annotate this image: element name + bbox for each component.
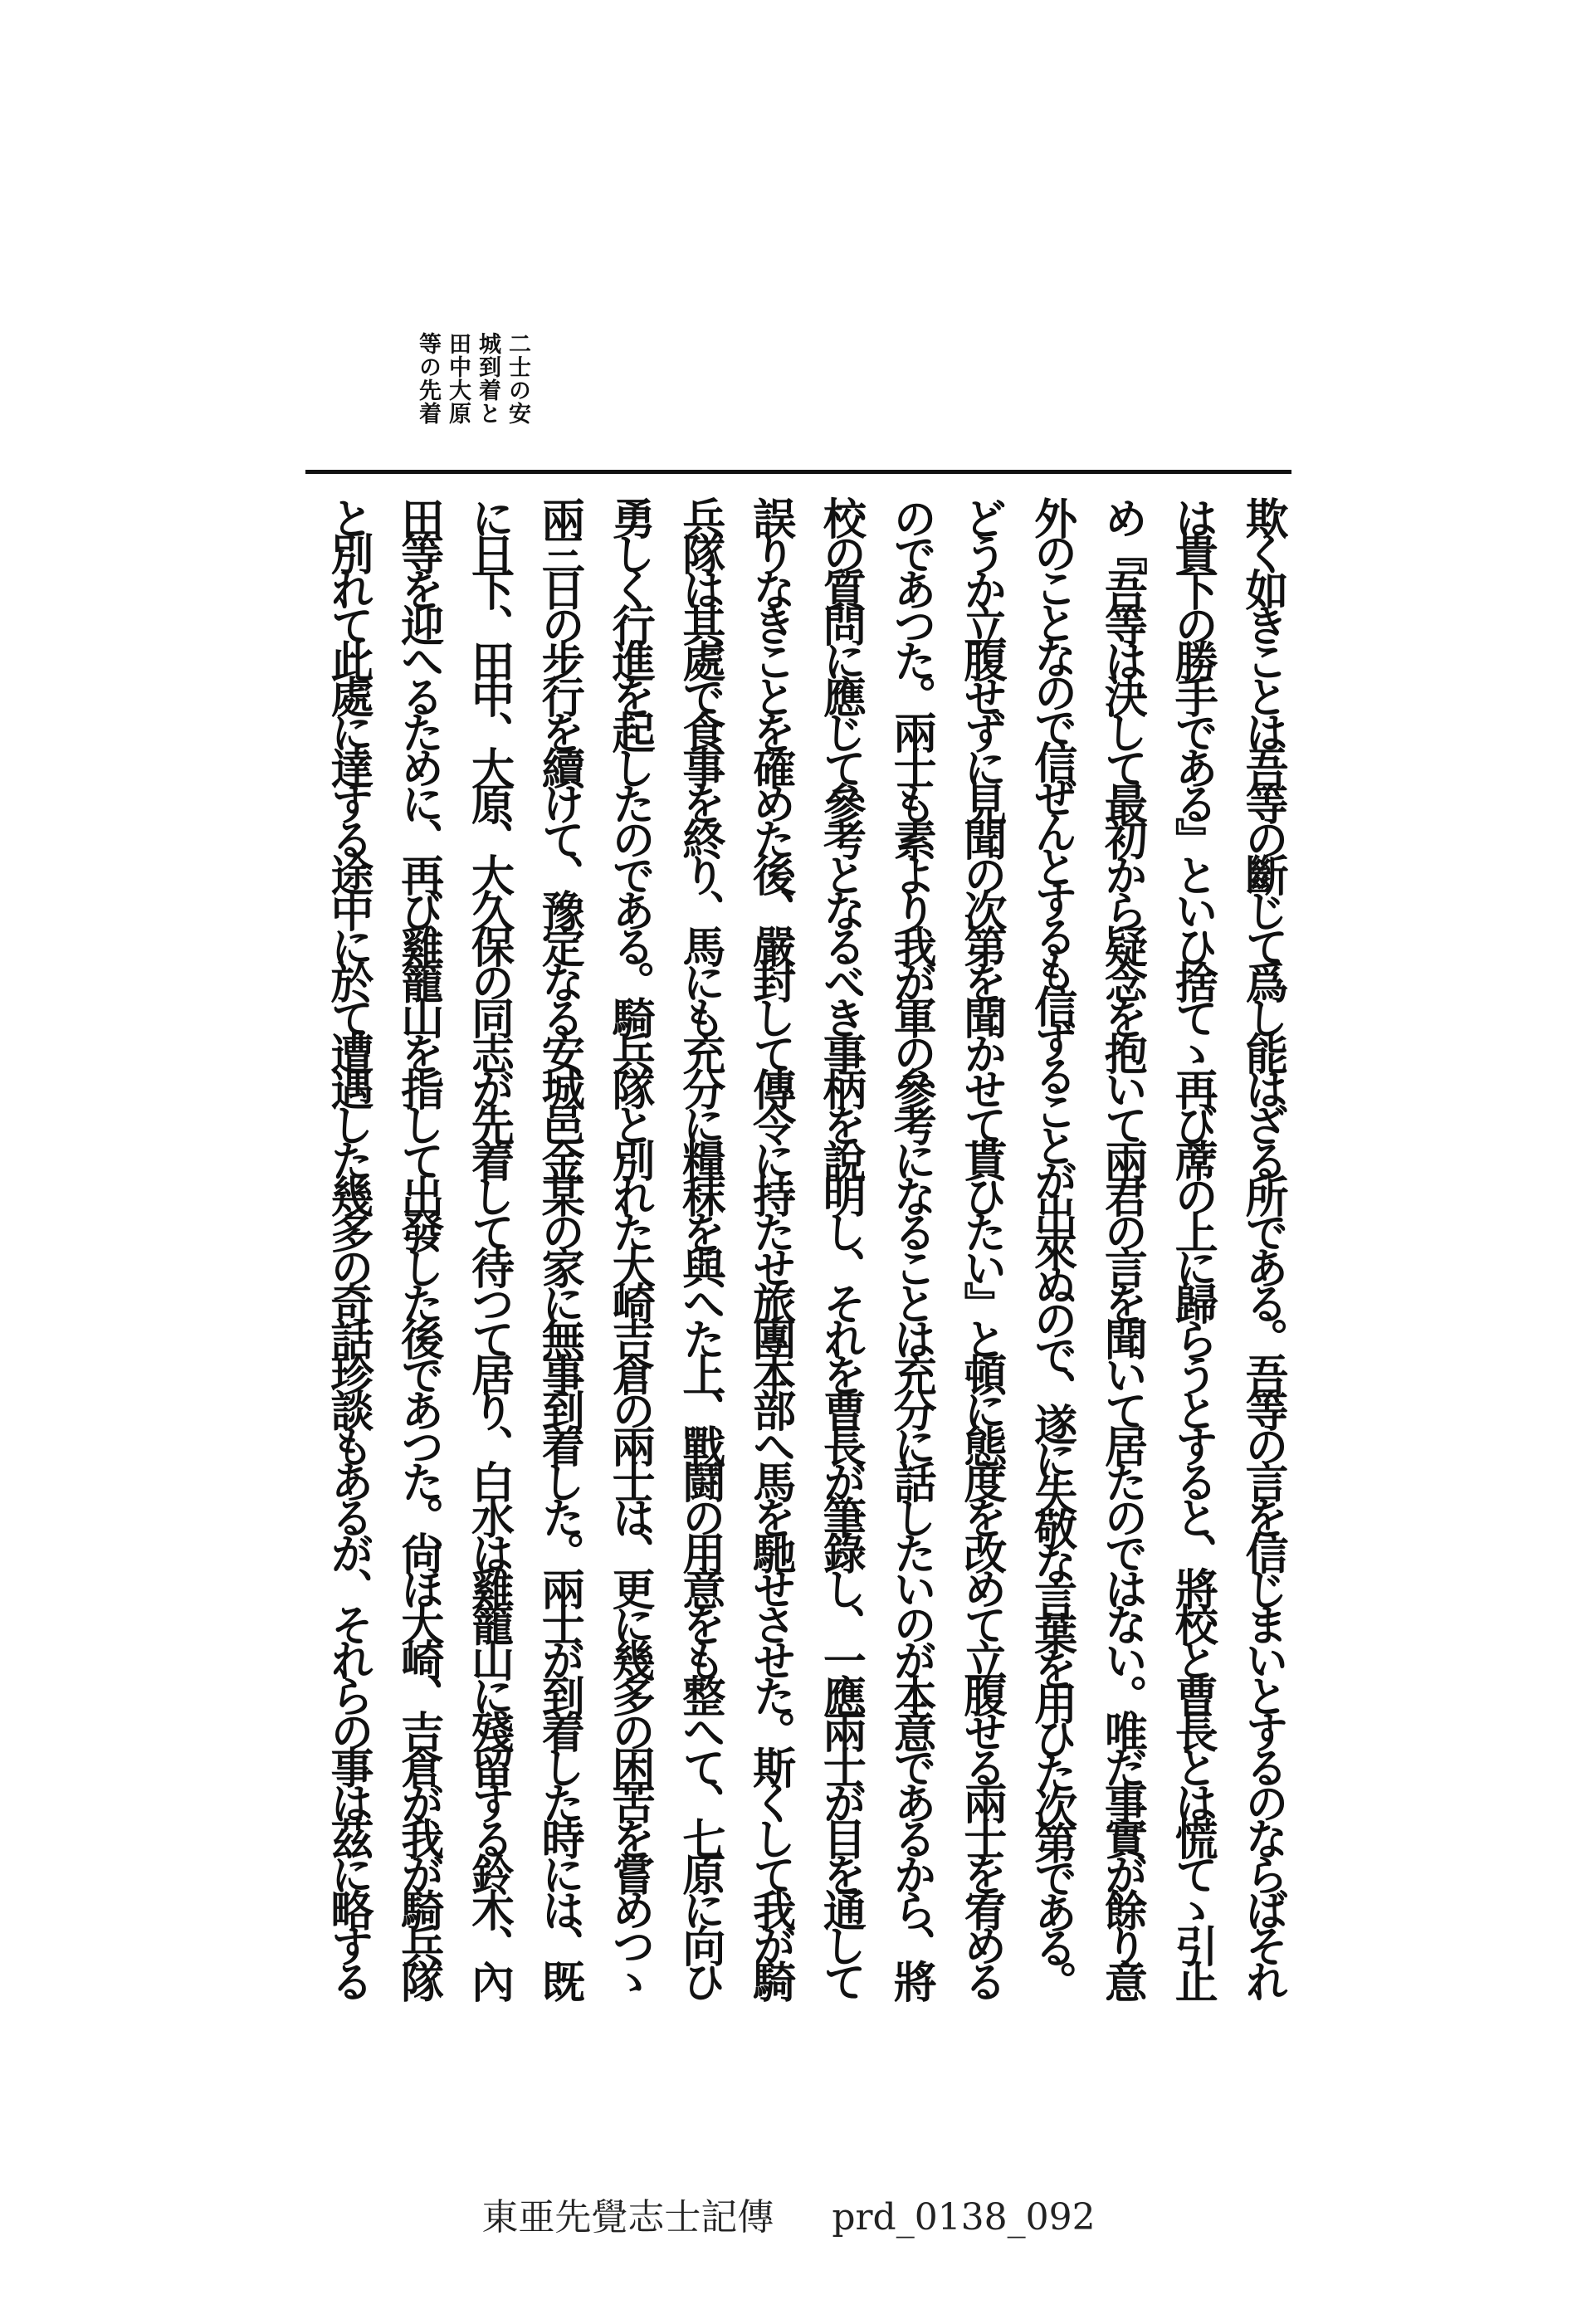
text-column: 勇しく行進を起したのである。騎兵隊と別れた大崎吉倉の兩士は、更に幾多の困苦を嘗めつゝ	[604, 496, 656, 1995]
marginal-heading-line: 等の先着	[415, 332, 441, 425]
text-column: 欺く如きことは吾等の斷じて爲し能はざる所である。吾等の言を信じまいとするのならばそれ	[1237, 496, 1288, 1995]
text-column: 校の質問に應じて參考となるべき事柄を說明し、それを曹長が筆錄し、一應兩士が目を通して	[815, 496, 867, 1995]
page-footer	[0, 2187, 1577, 2240]
marginal-heading	[415, 332, 530, 465]
horizontal-rule	[305, 470, 1291, 474]
marginal-heading-line: 田中大原	[445, 332, 471, 425]
page-id: prd_0138_092	[832, 2196, 1096, 2239]
book-title: 東亜先覺志士記傳	[481, 2196, 774, 2239]
text-column: 誤りなきことを確めた後、嚴封して傳令に持たせ旅團本部へ馬を馳せさせた。斯くして我が騎	[745, 496, 796, 1995]
text-column: は貴下の勝手である』といひ捨てゝ再び蓆の上に歸らうとすると、將校と曹長とは慌てゝ引止	[1167, 496, 1218, 1995]
text-column: どうか立腹せずに見聞の次第を聞かせて貰ひたい』と頓に態度を改めて立腹せる兩士を宥める	[955, 496, 1007, 1995]
body-text	[324, 496, 1286, 2015]
text-column: 田等を迎へるために、再び雞籠山を指して出發した後であつた。尙ほ大崎、吉倉が我が騎兵隊	[393, 496, 444, 1995]
text-column: 外のことなので信ぜんとするも信ずることが出來ぬので、遂に失敬な言葉を用ひた次第である。	[1026, 496, 1077, 1995]
text-column: と別れて此處に達する途中に於て遭遇した幾多の奇話珍談もあるが、それらの事は茲に略する	[323, 496, 374, 1995]
text-column: 兵隊は其處で食事を終り、馬にも充分に糧秣を與へた上、戰鬪の用意をも整へて、七原に向ひ	[674, 496, 725, 1995]
marginal-heading-line: 城到着と	[475, 332, 500, 425]
text-column: 兩三日の步行を續けて、豫定なる安城邑金某の家に無事到着した。兩士が到着した時には、既	[534, 496, 585, 1995]
text-column: に日下、田中、大原、大久保の同志が先着して待つて居り、白水は雞籠山に殘留する鈴木、內	[463, 496, 515, 1995]
text-column: のであつた。兩士も素より我が軍の參考になることは充分に話したいのが本意であるから、將	[886, 496, 937, 1995]
marginal-heading-line: 二士の安	[505, 332, 530, 425]
text-column: め『吾等は決して最初から疑念を抱いて兩君の言を聞いて居たのではない。唯だ事實が餘り意	[1096, 496, 1148, 1995]
